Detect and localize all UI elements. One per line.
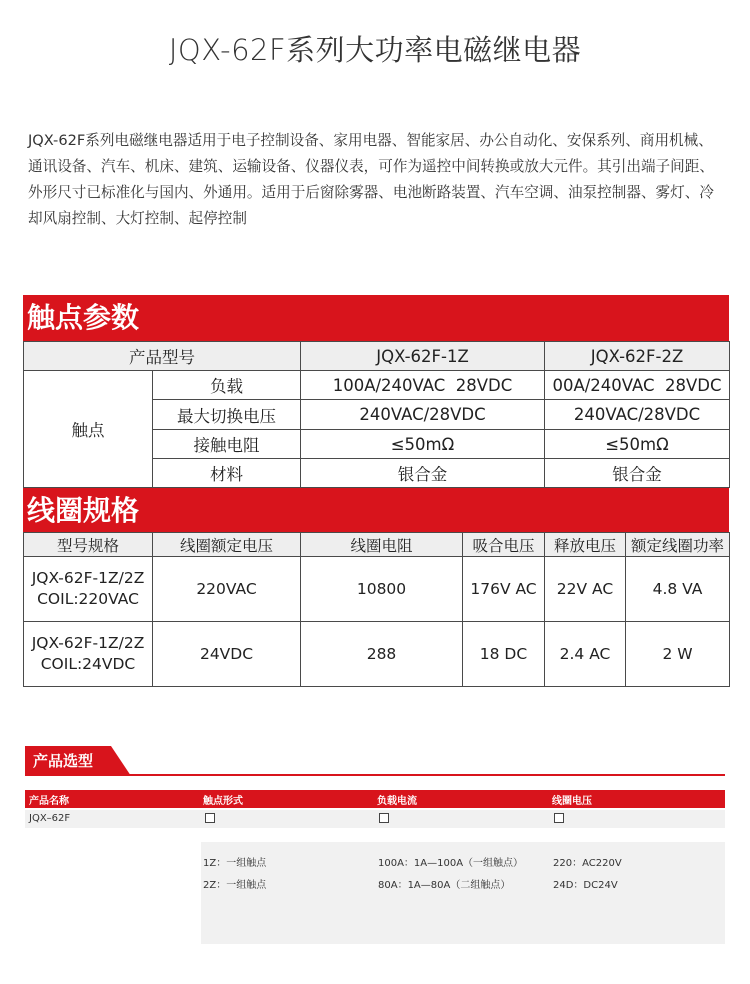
- model-label: 产品型号: [24, 342, 301, 371]
- cell-value: ≤50mΩ: [301, 430, 545, 459]
- row-label: 材料: [153, 459, 301, 488]
- table-row: [24, 557, 730, 622]
- selection-tab: [25, 746, 131, 776]
- model-line: COIL:220VAC: [37, 590, 139, 608]
- cell-value: 2.4 AC: [545, 622, 626, 687]
- model-line: JQX-62F-1Z/2Z: [31, 569, 145, 587]
- model-2z: JQX-62F-2Z: [545, 342, 730, 371]
- cell-value: 4.8 VA: [626, 557, 730, 622]
- col-name-header: 产品名称: [29, 796, 69, 807]
- contact-option: 2Z：一组触点: [203, 880, 267, 891]
- cell-value: 220VAC: [153, 557, 301, 622]
- model-cell: [24, 557, 153, 622]
- table-row: [24, 342, 730, 371]
- page-title: JQX-62F系列大功率电磁继电器: [168, 33, 582, 67]
- cell-value: 100A/240VAC 28VDC: [301, 371, 545, 400]
- cell-value: 24VDC: [153, 622, 301, 687]
- cell-value: 10800: [301, 557, 463, 622]
- model-1z: JQX-62F-1Z: [301, 342, 545, 371]
- current-option: 100A：1A—100A（一组触点）: [378, 858, 524, 869]
- coil-checkbox[interactable]: [554, 813, 564, 823]
- selection-options: [201, 842, 725, 944]
- cell-value: 288: [301, 622, 463, 687]
- column-header: 额定线圈功率: [626, 533, 730, 557]
- row-label: 最大切换电压: [153, 400, 301, 430]
- coil-section-heading: 线圈规格: [23, 488, 729, 534]
- col-contact-header: 触点形式: [203, 796, 243, 807]
- contact-group-label: 触点: [24, 371, 153, 488]
- table-header-row: [24, 533, 730, 557]
- cell-value: 22V AC: [545, 557, 626, 622]
- intro-paragraph: JQX-62F系列电磁继电器适用于电子控制设备、家用电器、智能家居、办公自动化、安保系列、商用机械、通讯设备、汽车、机床、建筑、运输设备、仪器仪表，可作为遥控中间转换或放大元件。其引出端子间距、外形尺寸已标准化与国内、外通用。适用于后窗除雾器、电池断路装置、汽车空调、油泵控制器、雾灯、冷却风扇控制、大灯控制、起停控制: [28, 132, 714, 227]
- cell-value: 240VAC/28VDC: [545, 400, 730, 430]
- contact-checkbox[interactable]: [205, 813, 215, 823]
- column-header: 线圈电阻: [301, 533, 463, 557]
- col-coil-header: 线圈电压: [552, 796, 592, 807]
- cell-value: 18 DC: [463, 622, 545, 687]
- cell-value: 银合金: [301, 459, 545, 488]
- model-line: JQX-62F-1Z/2Z: [31, 634, 145, 652]
- cell-value: 176V AC: [463, 557, 545, 622]
- row-label: 接触电阻: [153, 430, 301, 459]
- model-cell: [24, 622, 153, 687]
- selection-header-row: [25, 790, 725, 808]
- row-label: 负载: [153, 371, 301, 400]
- current-option: 80A：1A—80A（二组触点）: [378, 880, 511, 891]
- column-header: 型号规格: [24, 533, 153, 557]
- coil-option: 220：AC220V: [553, 858, 622, 869]
- table-row: [24, 371, 730, 400]
- cell-value: 银合金: [545, 459, 730, 488]
- selection-model-row: [25, 810, 725, 828]
- column-header: 线圈额定电压: [153, 533, 301, 557]
- column-header: 吸合电压: [463, 533, 545, 557]
- model-name: JQX–62F: [29, 813, 71, 824]
- table-row: [24, 622, 730, 687]
- cell-value: 240VAC/28VDC: [301, 400, 545, 430]
- column-header: 释放电压: [545, 533, 626, 557]
- col-current-header: 负载电流: [377, 796, 417, 807]
- selection-heading: 产品选型: [33, 752, 94, 770]
- contact-option: 1Z：一组触点: [203, 858, 267, 869]
- coil-option: 24D：DC24V: [553, 880, 618, 891]
- contact-section-heading: 触点参数: [23, 295, 729, 341]
- cell-value: ≤50mΩ: [545, 430, 730, 459]
- current-checkbox[interactable]: [379, 813, 389, 823]
- cell-value: 00A/240VAC 28VDC: [545, 371, 730, 400]
- model-line: COIL:24VDC: [40, 655, 136, 673]
- coil-table: [23, 532, 730, 687]
- contact-table: [23, 341, 730, 488]
- selection-divider: [25, 774, 725, 776]
- cell-value: 2 W: [626, 622, 730, 687]
